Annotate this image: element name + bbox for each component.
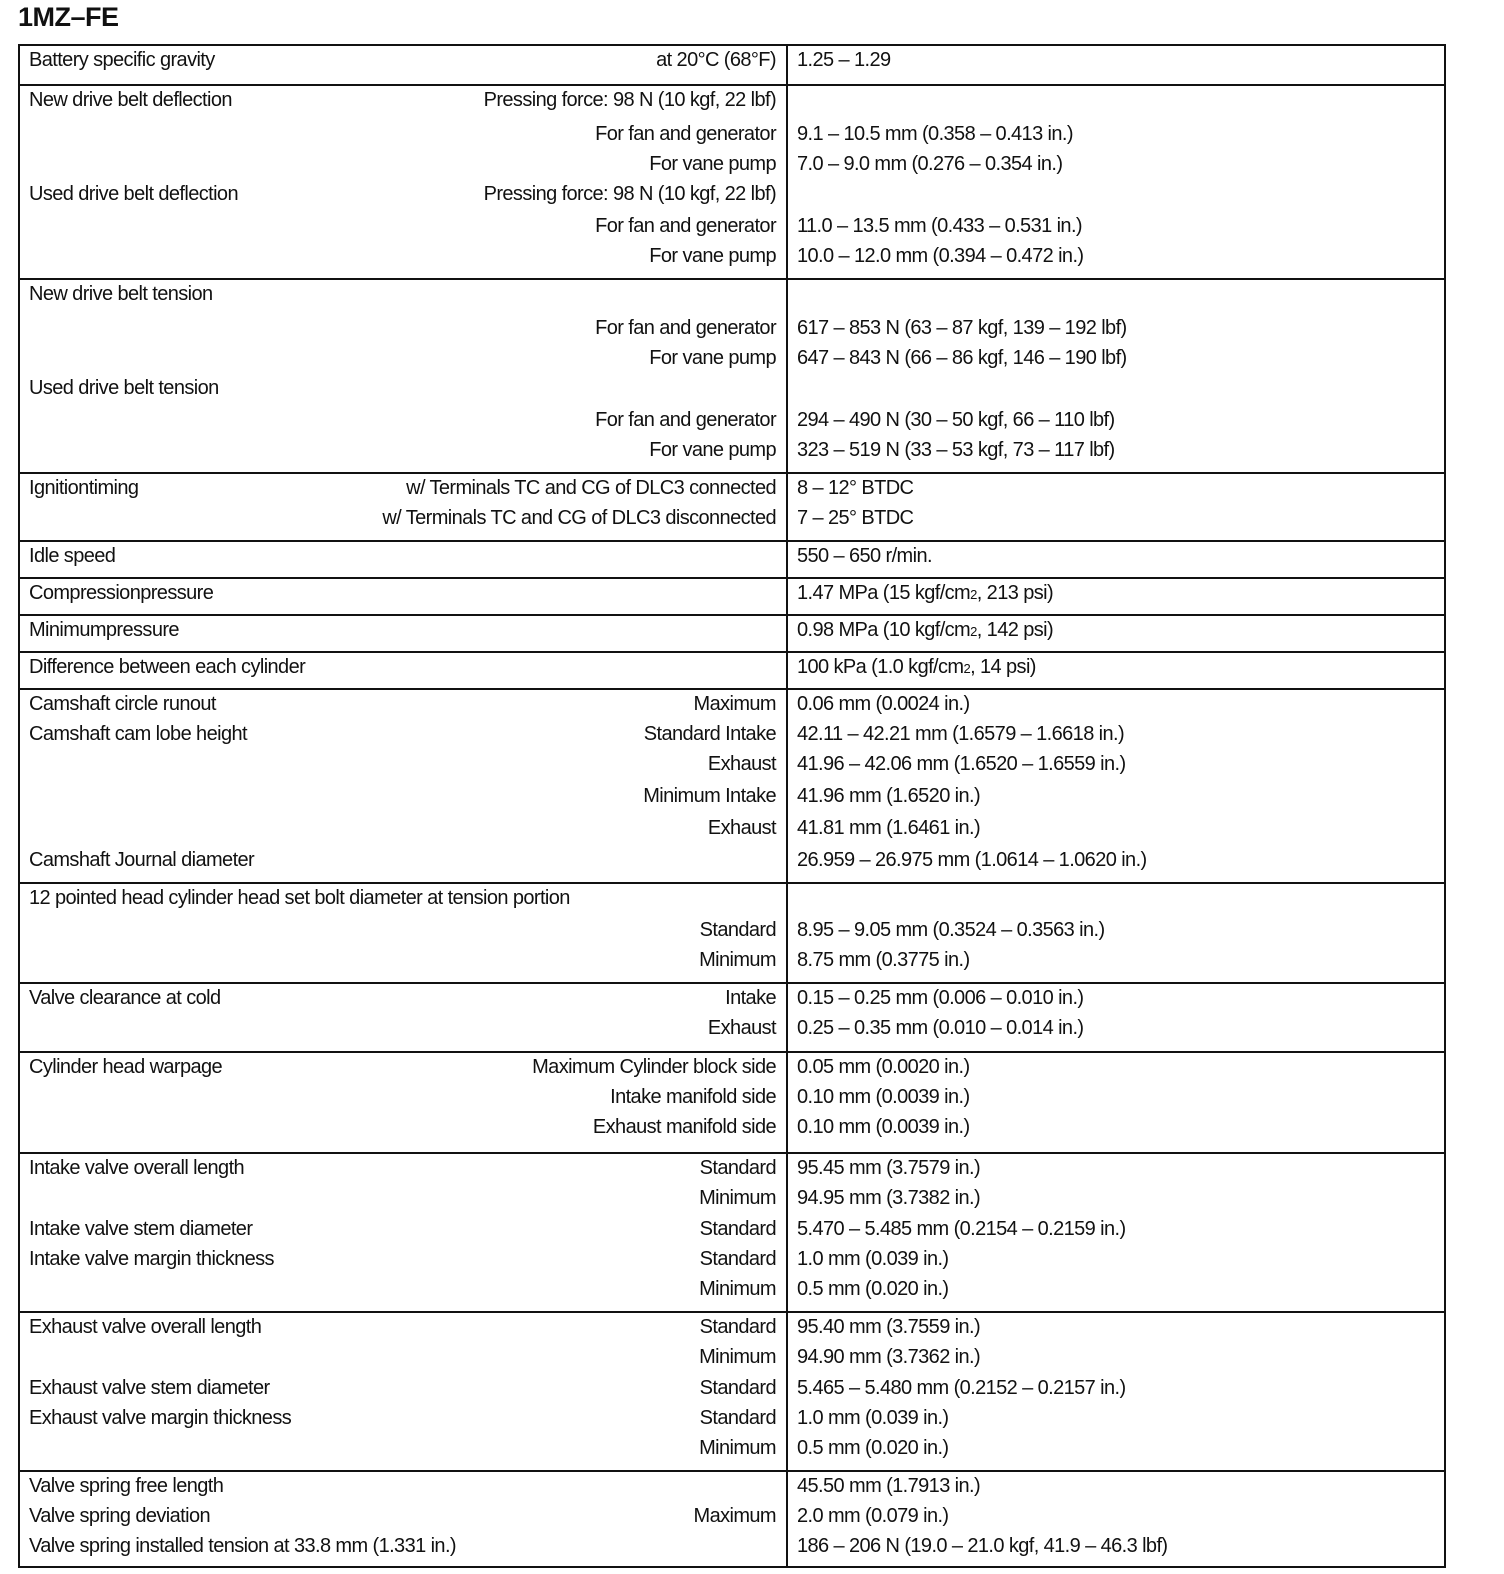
spec-section: [20, 1311, 1444, 1470]
spec-value: 1.25 – 1.29: [797, 49, 891, 71]
spec-value: 550 – 650 r/min.: [797, 545, 932, 567]
spec-value-row: [797, 439, 1434, 469]
spec-row: [29, 987, 776, 1017]
spec-row: [29, 1157, 776, 1187]
spec-row: [29, 245, 776, 275]
spec-value: 94.90 mm (3.7362 in.): [797, 1346, 981, 1368]
spec-condition: Standard: [699, 1157, 776, 1179]
spec-value: 8 – 12° BTDC: [797, 477, 914, 499]
spec-value-row: [797, 477, 1434, 507]
spec-value-row: [797, 1086, 1434, 1116]
spec-row: [29, 153, 776, 183]
spec-section: [20, 278, 1444, 472]
spec-section: [20, 540, 1444, 577]
spec-row: [29, 693, 776, 723]
spec-value-tail: , 213 psi): [976, 582, 1054, 604]
spec-value-row: [797, 785, 1434, 817]
spec-value-row: 100 kPa (1.0 kgf/cm 2 , 14 psi): [797, 656, 1036, 678]
spec-condition: For vane pump: [649, 439, 776, 461]
spec-row: [29, 656, 776, 686]
spec-item-column: [20, 653, 788, 688]
spec-section: [20, 614, 1444, 651]
spec-row: [29, 545, 776, 575]
spec-item-column: [20, 542, 788, 577]
spec-value-row: [797, 1535, 1434, 1565]
spec-value: 45.50 mm (1.7913 in.): [797, 1475, 981, 1497]
spec-value: 41.96 – 42.06 mm (1.6520 – 1.6559 in.): [797, 753, 1126, 775]
spec-value-row: [797, 1437, 1434, 1467]
spec-value-row: [797, 849, 1434, 879]
spec-condition: Standard Intake: [643, 723, 776, 745]
spec-row: [29, 1407, 776, 1437]
spec-value-row: [797, 409, 1434, 439]
spec-value: 323 – 519 N (33 – 53 kgf, 73 – 117 lbf): [797, 439, 1115, 461]
spec-value: 0.15 – 0.25 mm (0.006 – 0.010 in.): [797, 987, 1084, 1009]
spec-value-row: [797, 1377, 1434, 1407]
spec-label: Battery specific gravity: [29, 49, 215, 71]
spec-label: New drive belt deflection: [29, 89, 232, 111]
spec-section: [20, 577, 1444, 614]
spec-value: 5.465 – 5.480 mm (0.2152 – 0.2157 in.): [797, 1377, 1126, 1399]
spec-row: [29, 1437, 776, 1467]
spec-condition: w/ Terminals TC and CG of DLC3 connected: [406, 477, 776, 499]
spec-row: [29, 619, 776, 649]
spec-row: [29, 1505, 776, 1535]
spec-condition: Intake: [725, 987, 776, 1009]
spec-condition: Exhaust manifold side: [592, 1116, 776, 1138]
spec-row: [29, 283, 776, 317]
spec-row: [29, 949, 776, 979]
spec-condition: Minimum: [699, 1346, 776, 1368]
spec-value-row: [797, 1505, 1434, 1535]
spec-label: 12 pointed head cylinder head set bolt diameter at tension portion: [29, 887, 570, 909]
spec-label: Valve spring installed tension at 33.8 mm (1.331 in.): [29, 1535, 456, 1557]
spec-value-row: [797, 723, 1434, 753]
spec-label: Used drive belt deflection: [29, 183, 238, 205]
spec-value: 1.0 mm (0.039 in.): [797, 1248, 949, 1270]
spec-condition: Intake manifold side: [610, 1086, 776, 1108]
spec-value-column: [788, 1154, 1444, 1311]
spec-row: [29, 723, 776, 753]
spec-value-row: [797, 183, 1434, 215]
spec-value: 0.25 – 0.35 mm (0.010 – 0.014 in.): [797, 1017, 1084, 1039]
spec-item-column: [20, 1313, 788, 1470]
spec-value: 0.5 mm (0.020 in.): [797, 1278, 949, 1300]
spec-section: [20, 1470, 1444, 1566]
spec-value-column: [788, 86, 1444, 278]
spec-value: 0.06 mm (0.0024 in.): [797, 693, 970, 715]
spec-value: 0.98 MPa (10 kgf/cm: [797, 619, 971, 641]
spec-value-row: [797, 545, 1434, 575]
spec-row: [29, 1377, 776, 1407]
spec-value-column: [788, 46, 1444, 84]
spec-label: Valve spring deviation: [29, 1505, 210, 1527]
spec-value-row: 0.98 MPa (10 kgf/cm 2 , 142 psi): [797, 619, 1054, 641]
spec-row: [29, 817, 776, 849]
spec-condition: Standard: [699, 1218, 776, 1240]
spec-item-column: [20, 690, 788, 882]
spec-value: 617 – 853 N (63 – 87 kgf, 139 – 192 lbf): [797, 317, 1127, 339]
spec-value: 1.47 MPa (15 kgf/cm: [797, 582, 971, 604]
spec-condition: For fan and generator: [595, 215, 776, 237]
spec-row: [29, 1346, 776, 1377]
spec-item-column: [20, 86, 788, 278]
spec-label: Valve spring free length: [29, 1475, 224, 1497]
spec-label: Exhaust valve stem diameter: [29, 1377, 270, 1399]
spec-row: [29, 919, 776, 949]
spec-condition: at 20°C (68°F): [656, 49, 776, 71]
spec-row: [29, 1475, 776, 1505]
spec-value: 0.10 mm (0.0039 in.): [797, 1116, 970, 1138]
spec-label: Used drive belt tension: [29, 377, 219, 399]
spec-value-row: [797, 283, 1434, 317]
spec-value: 100 kPa (1.0 kgf/cm: [797, 656, 964, 678]
spec-condition: Pressing force: 98 N (10 kgf, 22 lbf): [483, 183, 776, 205]
spec-value-row: [797, 1056, 1434, 1086]
spec-value: 294 – 490 N (30 – 50 kgf, 66 – 110 lbf): [797, 409, 1115, 431]
spec-label: New drive belt tension: [29, 283, 213, 305]
spec-condition: Exhaust: [707, 817, 776, 839]
spec-item-column: [20, 46, 788, 84]
spec-value: 94.95 mm (3.7382 in.): [797, 1187, 981, 1209]
spec-row: [29, 377, 776, 409]
spec-value-row: [797, 245, 1434, 275]
spec-value-row: [797, 987, 1434, 1017]
spec-condition: Standard: [699, 1248, 776, 1270]
spec-section: [20, 84, 1444, 278]
spec-label: Difference between each cylinder: [29, 656, 306, 678]
spec-condition: Minimum: [699, 949, 776, 971]
spec-value-row: [797, 1248, 1434, 1278]
spec-label: Intake valve overall length: [29, 1157, 245, 1179]
spec-item-column: [20, 984, 788, 1051]
spec-value: 186 – 206 N (19.0 – 21.0 kgf, 41.9 – 46.3 lbf): [797, 1535, 1168, 1557]
spec-condition: Exhaust: [707, 1017, 776, 1039]
spec-label: Intake valve margin thickness: [29, 1248, 274, 1270]
spec-condition: Maximum: [693, 693, 776, 715]
spec-value: 2.0 mm (0.079 in.): [797, 1505, 949, 1527]
spec-value-tail: , 142 psi): [976, 619, 1054, 641]
spec-value-row: [797, 753, 1434, 785]
spec-label: Camshaft cam lobe height: [29, 723, 247, 745]
spec-condition: Exhaust: [707, 753, 776, 775]
spec-value: 8.95 – 9.05 mm (0.3524 – 0.3563 in.): [797, 919, 1105, 941]
spec-value-row: [797, 887, 1434, 919]
spec-section: [20, 1152, 1444, 1311]
spec-label: Minimumpressure: [29, 619, 179, 641]
spec-label: Camshaft circle runout: [29, 693, 216, 715]
spec-value: 41.96 mm (1.6520 in.): [797, 785, 981, 807]
spec-condition: For vane pump: [649, 245, 776, 267]
spec-row: [29, 317, 776, 347]
spec-value-row: [797, 123, 1434, 153]
spec-row: [29, 753, 776, 785]
spec-item-column: [20, 474, 788, 540]
spec-value: 7.0 – 9.0 mm (0.276 – 0.354 in.): [797, 153, 1063, 175]
spec-value-row: [797, 1157, 1434, 1187]
spec-label: Cylinder head warpage: [29, 1056, 223, 1078]
spec-value-row: [797, 1017, 1434, 1047]
spec-value-row: [797, 49, 1434, 81]
spec-condition: Standard: [699, 919, 776, 941]
spec-value-column: [788, 984, 1444, 1051]
spec-section: [20, 472, 1444, 540]
spec-value: 11.0 – 13.5 mm (0.433 – 0.531 in.): [797, 215, 1082, 237]
spec-item-column: [20, 884, 788, 982]
spec-condition: Standard: [699, 1377, 776, 1399]
spec-value-row: 1.47 MPa (15 kgf/cm 2 , 213 psi): [797, 582, 1054, 604]
spec-condition: Minimum: [699, 1437, 776, 1459]
spec-label: Ignitiontiming: [29, 477, 139, 499]
spec-condition: w/ Terminals TC and CG of DLC3 disconnected: [382, 507, 776, 529]
spec-row: [29, 507, 776, 537]
spec-row: [29, 89, 776, 123]
spec-value-row: [797, 377, 1434, 409]
spec-row: [29, 1218, 776, 1248]
spec-row: [29, 477, 776, 507]
spec-value-row: [797, 693, 1434, 723]
spec-value-row: [797, 507, 1434, 537]
spec-row: [29, 887, 776, 919]
spec-row: [29, 1116, 776, 1146]
spec-row: [29, 409, 776, 439]
spec-value: 1.0 mm (0.039 in.): [797, 1407, 949, 1429]
spec-value-tail: , 14 psi): [970, 656, 1036, 678]
spec-value: 9.1 – 10.5 mm (0.358 – 0.413 in.): [797, 123, 1073, 145]
spec-value-column: [788, 690, 1444, 882]
spec-value: 26.959 – 26.975 mm (1.0614 – 1.0620 in.): [797, 849, 1147, 871]
spec-item-column: [20, 1154, 788, 1311]
spec-condition: For fan and generator: [595, 409, 776, 431]
spec-row: [29, 1248, 776, 1278]
spec-item-column: [20, 1472, 788, 1566]
spec-condition: Minimum: [699, 1187, 776, 1209]
spec-value-column: [788, 1472, 1444, 1566]
spec-value-row: [797, 1346, 1434, 1377]
spec-value: 0.5 mm (0.020 in.): [797, 1437, 949, 1459]
spec-value-column: [788, 579, 1444, 614]
spec-label: Exhaust valve overall length: [29, 1316, 262, 1338]
spec-condition: For fan and generator: [595, 317, 776, 339]
spec-value-column: [788, 1053, 1444, 1152]
spec-item-column: [20, 280, 788, 472]
spec-value: 95.40 mm (3.7559 in.): [797, 1316, 981, 1338]
spec-row: [29, 1086, 776, 1116]
spec-label: Compressionpressure: [29, 582, 214, 604]
spec-condition: For vane pump: [649, 347, 776, 369]
spec-value-row: [797, 1278, 1434, 1308]
spec-row: [29, 1187, 776, 1218]
spec-condition: Standard: [699, 1407, 776, 1429]
spec-condition: Minimum: [699, 1278, 776, 1300]
spec-value-column: [788, 1313, 1444, 1470]
spec-value-row: [797, 1407, 1434, 1437]
spec-item-column: [20, 616, 788, 651]
spec-value-row: [797, 215, 1434, 245]
spec-condition: Maximum: [693, 1505, 776, 1527]
spec-value: 42.11 – 42.21 mm (1.6579 – 1.6618 in.): [797, 723, 1125, 745]
spec-item-column: [20, 1053, 788, 1152]
spec-row: [29, 1278, 776, 1308]
page-title: 1MZ–FE: [18, 2, 119, 32]
spec-section: [20, 982, 1444, 1051]
spec-value: 95.45 mm (3.7579 in.): [797, 1157, 981, 1179]
spec-section: [20, 882, 1444, 982]
spec-value-row: [797, 949, 1434, 979]
spec-value: 10.0 – 12.0 mm (0.394 – 0.472 in.): [797, 245, 1084, 267]
spec-value-row: [797, 347, 1434, 377]
spec-section: [20, 1051, 1444, 1152]
spec-value-row: [797, 153, 1434, 183]
spec-condition: Pressing force: 98 N (10 kgf, 22 lbf): [483, 89, 776, 111]
spec-value: 0.10 mm (0.0039 in.): [797, 1086, 970, 1108]
spec-value-column: [788, 616, 1444, 651]
spec-value: 7 – 25° BTDC: [797, 507, 914, 529]
spec-condition: For vane pump: [649, 153, 776, 175]
spec-row: [29, 347, 776, 377]
spec-value: 647 – 843 N (66 – 86 kgf, 146 – 190 lbf): [797, 347, 1127, 369]
spec-row: [29, 1017, 776, 1047]
spec-condition: For fan and generator: [595, 123, 776, 145]
spec-label: Camshaft Journal diameter: [29, 849, 255, 871]
spec-label: Idle speed: [29, 545, 116, 567]
spec-value-row: [797, 1116, 1434, 1146]
spec-value: 0.05 mm (0.0020 in.): [797, 1056, 970, 1078]
spec-condition: Maximum Cylinder block side: [532, 1056, 776, 1078]
spec-row: [29, 215, 776, 245]
spec-value-row: [797, 919, 1434, 949]
spec-row: [29, 49, 776, 81]
spec-row: [29, 582, 776, 612]
spec-label: Exhaust valve margin thickness: [29, 1407, 292, 1429]
spec-value-column: [788, 653, 1444, 688]
spec-table: [18, 44, 1446, 1568]
spec-label: Intake valve stem diameter: [29, 1218, 253, 1240]
spec-item-column: [20, 579, 788, 614]
spec-row: [29, 1056, 776, 1086]
spec-row: [29, 123, 776, 153]
spec-section: [20, 46, 1444, 84]
spec-value-row: [797, 1475, 1434, 1505]
spec-value-row: [797, 1187, 1434, 1218]
spec-section: [20, 651, 1444, 688]
spec-value-column: [788, 474, 1444, 540]
spec-condition: Standard: [699, 1316, 776, 1338]
spec-value-column: [788, 542, 1444, 577]
spec-value: 5.470 – 5.485 mm (0.2154 – 0.2159 in.): [797, 1218, 1126, 1240]
spec-row: [29, 439, 776, 469]
spec-value-column: [788, 884, 1444, 982]
spec-value-row: [797, 1218, 1434, 1248]
spec-value: 8.75 mm (0.3775 in.): [797, 949, 970, 971]
spec-row: [29, 849, 776, 879]
spec-value-row: [797, 1316, 1434, 1346]
spec-condition: Minimum Intake: [643, 785, 776, 807]
spec-value-row: [797, 317, 1434, 347]
spec-row: [29, 785, 776, 817]
spec-section: [20, 688, 1444, 882]
spec-row: [29, 1316, 776, 1346]
spec-value-row: [797, 817, 1434, 849]
spec-row: [29, 183, 776, 215]
spec-value-column: [788, 280, 1444, 472]
spec-value-row: [797, 89, 1434, 123]
spec-value: 41.81 mm (1.6461 in.): [797, 817, 981, 839]
spec-row: [29, 1535, 776, 1565]
spec-label: Valve clearance at cold: [29, 987, 221, 1009]
